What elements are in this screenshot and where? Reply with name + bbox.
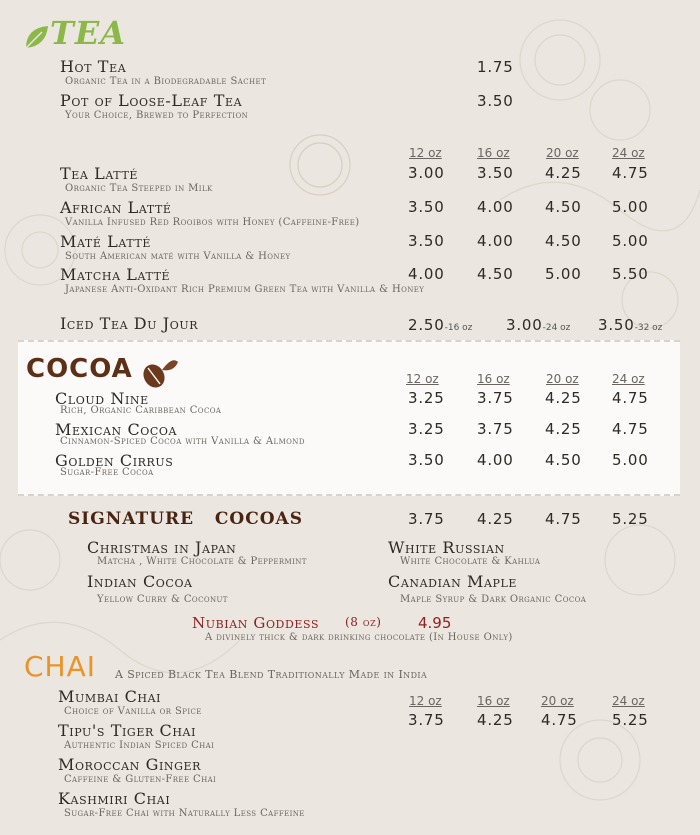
chai-item-name: Moroccan Ginger (58, 755, 202, 774)
pot-tea-desc: Your Choice, Brewed to Perfection (65, 110, 249, 121)
chai-item-name: Tipu's Tiger Chai (58, 721, 197, 740)
tea-size-20: 20 oz (546, 146, 579, 160)
cocoa-item-desc: Cinnamon-Spiced Cocoa with Vanilla & Almond (60, 436, 305, 447)
nubian-goddess-price: 4.95 (418, 614, 452, 632)
iced-tea-price-24: 3.00-24 oz (506, 316, 571, 334)
nubian-goddess-size: (8 oz) (345, 615, 382, 629)
tea-item-name: Tea Latté (60, 164, 139, 183)
tea-item-price: 4.00 (408, 265, 445, 283)
chai-size-24: 24 oz (612, 694, 645, 708)
chai-size-16: 16 oz (477, 694, 510, 708)
tea-item-desc: Organic Tea Steeped in Milk (65, 183, 213, 194)
tea-item-price: 5.00 (545, 265, 582, 283)
signature-item-name: Canadian Maple (388, 572, 518, 591)
tea-item-price: 5.00 (612, 198, 649, 216)
cocoa-item-name: Mexican Cocoa (55, 420, 178, 439)
cocoa-item-price: 3.75 (477, 420, 514, 438)
hot-tea-name: Hot Tea (60, 57, 127, 76)
iced-tea-price-16: 2.50-16 oz (408, 316, 473, 334)
chai-item-desc: Caffeine & Gluten-Free Chai (64, 774, 217, 785)
cocoa-item-price: 3.25 (408, 389, 445, 407)
pot-tea-price: 3.50 (477, 92, 514, 110)
tea-item-price: 3.00 (408, 164, 445, 182)
iced-tea-name: Iced Tea Du Jour (60, 314, 199, 333)
tea-heading: TEA (50, 14, 127, 52)
tea-item-price: 4.00 (477, 232, 514, 250)
tea-size-12: 12 oz (409, 146, 442, 160)
signature-price: 4.75 (545, 510, 582, 528)
tea-item-price: 5.50 (612, 265, 649, 283)
cocoa-size-20: 20 oz (546, 372, 579, 386)
chai-price: 4.75 (541, 711, 578, 729)
tea-item-price: 3.50 (408, 198, 445, 216)
cocoa-size-16: 16 oz (477, 372, 510, 386)
chai-tagline: A Spiced Black Tea Blend Traditionally Made in India (115, 668, 428, 681)
signature-price: 5.25 (612, 510, 649, 528)
nubian-goddess-name: Nubian Goddess (192, 614, 320, 632)
tea-item-price: 4.25 (545, 164, 582, 182)
hot-tea-desc: Organic Tea in a Biodegradable Sachet (65, 76, 267, 87)
signature-price: 4.25 (477, 510, 514, 528)
chai-heading: CHAI (24, 650, 97, 683)
nubian-goddess-desc: A divinely thick & dark drinking chocolate (In House Only) (205, 632, 513, 643)
signature-item-desc: Yellow Curry & Coconut (97, 594, 228, 605)
tea-item-price: 4.75 (612, 164, 649, 182)
tea-item-name: Matcha Latté (60, 265, 171, 284)
cocoa-item-price: 4.75 (612, 389, 649, 407)
tea-item-price: 4.50 (545, 198, 582, 216)
chai-price: 3.75 (408, 711, 445, 729)
tea-item-price: 4.00 (477, 198, 514, 216)
chai-item-name: Kashmiri Chai (58, 789, 171, 808)
cocoa-item-price: 3.25 (408, 420, 445, 438)
cocoa-item-price: 4.25 (545, 389, 582, 407)
cocoa-item-name: Cloud Nine (55, 389, 149, 408)
chai-price: 4.25 (477, 711, 514, 729)
tea-item-desc: Japanese Anti-Oxidant Rich Premium Green Tea with Vanilla & Honey (65, 284, 425, 295)
cocoa-heading: COCOA (26, 354, 133, 384)
cocoa-item-price: 4.25 (545, 420, 582, 438)
chai-price: 5.25 (612, 711, 649, 729)
signature-item-desc: White Chocolate & Kahlua (400, 556, 541, 567)
signature-price: 3.75 (408, 510, 445, 528)
chai-item-name: Mumbai Chai (58, 687, 162, 706)
tea-item-price: 3.50 (408, 232, 445, 250)
tea-leaf-icon (22, 22, 52, 56)
cocoa-item-desc: Rich, Organic Caribbean Cocoa (60, 405, 222, 416)
chai-size-12: 12 oz (409, 694, 442, 708)
signature-item-desc: Maple Syrup & Dark Organic Cocoa (400, 594, 587, 605)
cocoa-item-price: 4.75 (612, 420, 649, 438)
tea-item-price: 5.00 (612, 232, 649, 250)
cocoa-item-price: 5.00 (612, 451, 649, 469)
cocoa-item-price: 3.75 (477, 389, 514, 407)
signature-item-name: Christmas in Japan (87, 538, 237, 557)
chai-item-desc: Sugar-Free Chai with Naturally Less Caffeine (64, 808, 305, 819)
signature-cocoas-heading: SIGNATURE COCOAS (68, 509, 304, 529)
cocoa-item-price: 4.50 (545, 451, 582, 469)
iced-tea-price-32: 3.50-32 oz (598, 316, 663, 334)
chai-item-desc: Choice of Vanilla or Spice (64, 706, 202, 717)
cocoa-size-24: 24 oz (612, 372, 645, 386)
chai-item-desc: Authentic Indian Spiced Chai (64, 740, 215, 751)
cocoa-item-name: Golden Cirrus (55, 451, 174, 470)
cocoa-item-desc: Sugar-Free Cocoa (60, 467, 154, 478)
tea-size-24: 24 oz (612, 146, 645, 160)
hot-tea-price: 1.75 (477, 58, 514, 76)
cocoa-item-price: 3.50 (408, 451, 445, 469)
signature-item-name: White Russian (388, 538, 505, 557)
signature-item-name: Indian Cocoa (87, 572, 193, 591)
chai-size-20: 20 oz (541, 694, 574, 708)
tea-item-price: 4.50 (477, 265, 514, 283)
signature-item-desc: Matcha , White Chocolate & Peppermint (97, 556, 307, 567)
cocoa-item-price: 4.00 (477, 451, 514, 469)
tea-item-desc: Vanilla Infused Red Rooibos with Honey (Caffeine-Free) (65, 217, 360, 228)
pot-tea-name: Pot of Loose-Leaf Tea (60, 91, 243, 110)
tea-item-name: African Latté (60, 198, 172, 217)
tea-size-16: 16 oz (477, 146, 510, 160)
tea-item-price: 4.50 (545, 232, 582, 250)
tea-item-desc: South American maté with Vanilla & Honey (65, 251, 291, 262)
tea-item-price: 3.50 (477, 164, 514, 182)
tea-item-name: Maté Latté (60, 232, 152, 251)
cocoa-size-12: 12 oz (406, 372, 439, 386)
